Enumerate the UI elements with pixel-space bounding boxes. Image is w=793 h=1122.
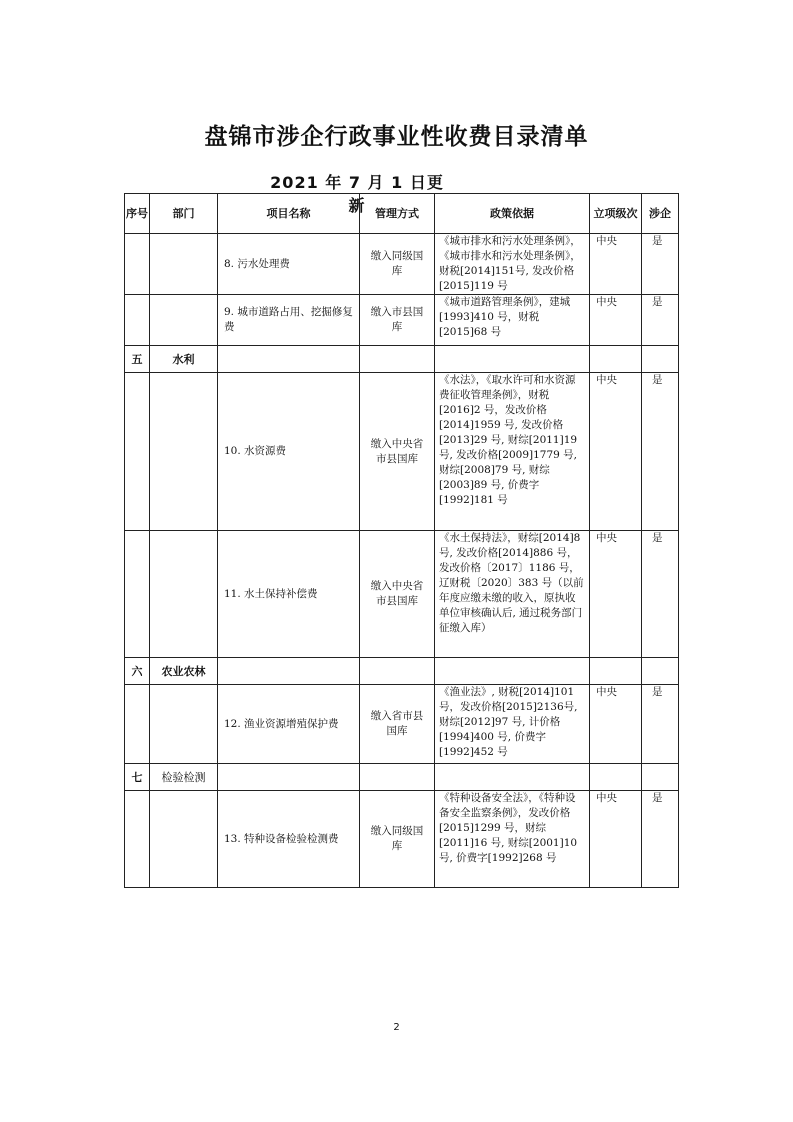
- section-dept: 农业农林: [150, 658, 218, 685]
- item-name: 13. 特种设备检验检测费: [218, 791, 360, 888]
- approval-level: 中央: [590, 685, 642, 764]
- approval-level: 中央: [590, 295, 642, 346]
- page-title: 盘锦市涉企行政事业性收费目录清单: [204, 124, 589, 150]
- mgmt-method: 缴入市县国库: [360, 295, 435, 346]
- policy-basis: 《城市道路管理条例》，建城[1993]410 号，财税[2015]68 号: [435, 295, 590, 346]
- cell-no: [125, 791, 150, 888]
- enterprise-related: 是: [642, 791, 679, 888]
- approval-level: 中央: [590, 531, 642, 658]
- approval-level: 中央: [590, 791, 642, 888]
- mgmt-method: 缴入中央省市县国库: [360, 531, 435, 658]
- header-basis: 政策依据: [435, 194, 590, 234]
- table-row: [125, 791, 679, 888]
- cell-dept: [150, 685, 218, 764]
- item-name: 10. 水资源费: [218, 373, 360, 531]
- table-row: [125, 234, 679, 295]
- table-row: [125, 685, 679, 764]
- cell-dept: [150, 295, 218, 346]
- cell-dept: [150, 373, 218, 531]
- header-dept: 部门: [150, 194, 218, 234]
- cell-no: [125, 685, 150, 764]
- enterprise-related: 是: [642, 373, 679, 531]
- mgmt-method: 缴入同级国库: [360, 234, 435, 295]
- cell-no: [125, 373, 150, 531]
- table-row: [125, 295, 679, 346]
- policy-basis: 《城市排水和污水处理条例》，《城市排水和污水处理条例》，财税[2014]151号, 发改价格[2015]119 号: [435, 234, 590, 295]
- header-level: 立项级次: [590, 194, 642, 234]
- cell-no: [125, 531, 150, 658]
- policy-basis: 《特种设备安全法》，《特种设备安全监察条例》，发改价格[2015]1299 号，财综[2011]16 号, 财综[2001]10 号, 价费字[1992]268 号: [435, 791, 590, 888]
- item-name: 9. 城市道路占用、挖掘修复费: [218, 295, 360, 346]
- section-no: 七: [125, 764, 150, 791]
- section-no: 五: [125, 346, 150, 373]
- enterprise-related: 是: [642, 234, 679, 295]
- cell-dept: [150, 791, 218, 888]
- section-row-inspection: [125, 764, 679, 791]
- section-dept: 水利: [150, 346, 218, 373]
- section-row-agriculture: [125, 658, 679, 685]
- section-dept: 检验检测: [150, 764, 218, 791]
- section-no: 六: [125, 658, 150, 685]
- approval-level: 中央: [590, 234, 642, 295]
- enterprise-related: 是: [642, 295, 679, 346]
- approval-level: 中央: [590, 373, 642, 531]
- item-name: 8. 污水处理费: [218, 234, 360, 295]
- cell-no: [125, 295, 150, 346]
- enterprise-related: 是: [642, 531, 679, 658]
- mgmt-method: 缴入省市县国库: [360, 685, 435, 764]
- mgmt-method: 缴入同级国库: [360, 791, 435, 888]
- cell-no: [125, 234, 150, 295]
- policy-basis: 《水土保持法》，财综[2014]8 号, 发改价格[2014]886 号，发改价格〔2017〕1186 号，辽财税〔2020〕383 号（以前年度应缴未缴的收入，原执收单位审核确认后, 通过税务部门征缴入库）: [435, 531, 590, 658]
- item-name: 11. 水土保持补偿费: [218, 531, 360, 658]
- mgmt-method: 缴入中央省市县国库: [360, 373, 435, 531]
- header-mgmt: 管理方式: [360, 194, 435, 234]
- header-item: 项目名称: [218, 194, 360, 234]
- policy-basis: 《渔业法》, 财税[2014]101号，发改价格[2015]2136号, 财综[2012]97 号, 计价格[1994]400 号, 价费字[1992]452 号: [435, 685, 590, 764]
- table-header-row: [125, 194, 679, 234]
- table-row: [125, 373, 679, 531]
- item-name: 12. 渔业资源增殖保护费: [218, 685, 360, 764]
- enterprise-related: 是: [642, 685, 679, 764]
- section-row-water: [125, 346, 679, 373]
- page-number: 2: [393, 1022, 400, 1033]
- policy-basis: 《水法》，《取水许可和水资源费征收管理条例》，财税[2016]2 号，发改价格[2014]1959 号, 发改价格[2013]29 号, 财综[2011]19 号, 发改价格[2009]1779 号, 财综[2008]79 号, 财综[2003]89 号, 价费字[1992]181 号: [435, 373, 590, 531]
- table-row: [125, 531, 679, 658]
- cell-dept: [150, 234, 218, 295]
- header-involve: 涉企: [642, 194, 679, 234]
- fee-table: [124, 193, 679, 888]
- header-no: 序号: [125, 194, 150, 234]
- cell-dept: [150, 531, 218, 658]
- update-date: 2021 年 7 月 1 日更新: [270, 173, 444, 215]
